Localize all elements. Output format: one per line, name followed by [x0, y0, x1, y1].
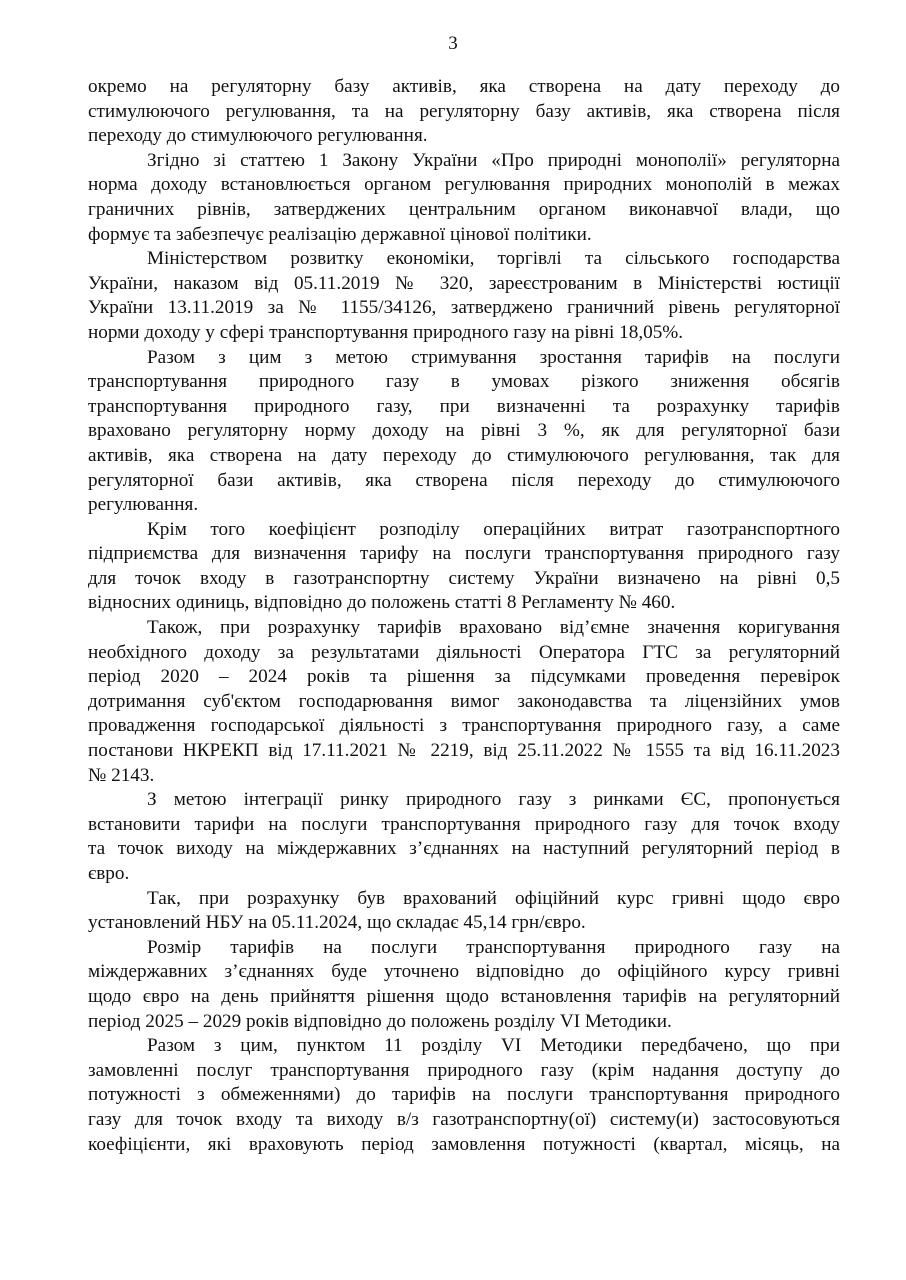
- text-line: регулювання.: [88, 494, 199, 516]
- text-line: постанови НКРЕКП від 17.11.2021 № 2219, від 25.11.2022 № 1555 та від 16.11.2023: [88, 740, 840, 762]
- text-line: переходу до стимулюючого регулювання.: [88, 125, 428, 147]
- text-line: України, наказом від 05.11.2019 № 320, зареєстрованим в Міністерстві юстиції: [88, 272, 840, 294]
- text-line: норми доходу у сфері транспортування природного газу на рівні 18,05%.: [88, 321, 684, 343]
- text-line: Так, при розрахунку був врахований офіційний курс гривні щодо євро: [147, 887, 840, 909]
- text-line: формує та забезпечує реалізацію державної цінової політики.: [88, 223, 592, 245]
- text-line: враховано регуляторну норму доходу на рівні 3 %, як для регуляторної бази: [88, 420, 840, 442]
- text-line: України 13.11.2019 за № 1155/34126, затверджено граничний рівень регуляторної: [88, 297, 840, 319]
- text-line: підприємства для визначення тарифу на послуги транспортування природного газу: [88, 543, 840, 565]
- text-line: євро.: [88, 863, 130, 884]
- text-line: Згідно зі статтею 1 Закону України «Про природні монополії» регуляторна: [147, 149, 840, 171]
- document-body: [88, 75, 840, 1157]
- text-line: Крім того коефіцієнт розподілу операційних витрат газотранспортного: [147, 518, 840, 540]
- paragraph: [88, 616, 840, 788]
- text-line: для точок входу в газотранспортну систему України визначено на рівні 0,5: [88, 567, 840, 589]
- text-line: міждержавних з’єднаннях буде уточнено відповідно до офіційного курсу гривні: [88, 961, 840, 983]
- text-line: З метою інтеграції ринку природного газу з ринками ЄС, пропонується: [147, 789, 840, 811]
- paragraph: [88, 346, 840, 518]
- paragraph: [88, 149, 840, 247]
- paragraph: [88, 788, 840, 886]
- text-line: Разом з цим з метою стримування зростання тарифів на послуги: [147, 346, 840, 368]
- text-line: період 2025 – 2029 років відповідно до положень розділу VI Методики.: [88, 1010, 672, 1032]
- paragraph: [88, 75, 840, 149]
- paragraph: [88, 887, 840, 936]
- text-line: потужності з обмеженнями) до тарифів на послуги транспортування природного: [88, 1084, 840, 1106]
- text-line: дотримання суб'єктом господарювання вимог законодавства та ліцензійних умов: [88, 690, 840, 712]
- text-line: та точок виходу на міждержавних з’єднаннях на наступний регуляторний період в: [88, 838, 840, 860]
- text-line: транспортування природного газу, при визначенні та розрахунку тарифів: [88, 395, 840, 417]
- text-line: замовленні послуг транспортування природного газу (крім надання доступу до: [88, 1059, 840, 1081]
- paragraph: [88, 1034, 840, 1157]
- text-line: провадження господарської діяльності з транспортування природного газу, а саме: [88, 715, 840, 737]
- text-line: окремо на регуляторну базу активів, яка створена на дату переходу до: [88, 76, 840, 97]
- text-line: період 2020 – 2024 років та рішення за підсумками проведення перевірок: [88, 666, 840, 688]
- text-line: необхідного доходу за результатами діяльності Оператора ГТС за регуляторний: [88, 641, 840, 663]
- page-number: 3: [448, 33, 458, 54]
- text-line: газу для точок входу та виходу в/з газотранспортну(ої) систему(и) застосовуються: [88, 1108, 840, 1130]
- paragraph: [88, 936, 840, 1034]
- text-line: стимулюючого регулювання, та на регуляторну базу активів, яка створена після: [88, 100, 840, 122]
- text-line: відносних одиниць, відповідно до положень статті 8 Регламенту № 460.: [88, 592, 676, 614]
- text-line: граничних рівнів, затверджених центральним органом виконавчої влади, що: [88, 198, 840, 220]
- text-line: Також, при розрахунку тарифів враховано від’ємне значення коригування: [147, 617, 840, 639]
- text-line: норма доходу встановлюється органом регулювання природних монополій в межах: [88, 174, 840, 196]
- paragraph: [88, 518, 840, 616]
- text-line: регуляторної бази активів, яка створена після переходу до стимулюючого: [88, 469, 840, 491]
- paragraph: [88, 247, 840, 345]
- text-line: активів, яка створена на дату переходу до стимулюючого регулювання, так для: [88, 444, 840, 466]
- text-line: № 2143.: [88, 764, 155, 786]
- text-line: Разом з цим, пунктом 11 розділу VI Методики передбачено, що при: [147, 1035, 840, 1057]
- text-line: щодо євро на день прийняття рішення щодо встановлення тарифів на регуляторний: [88, 985, 840, 1007]
- text-line: установлений НБУ на 05.11.2024, що складає 45,14 грн/євро.: [88, 912, 586, 934]
- text-line: Розмір тарифів на послуги транспортування природного газу на: [147, 936, 840, 958]
- text-line: встановити тарифи на послуги транспортування природного газу для точок входу: [88, 813, 840, 835]
- text-line: Міністерством розвитку економіки, торгівлі та сільського господарства: [147, 248, 840, 270]
- text-line: коефіцієнти, які враховують період замовлення потужності (квартал, місяць, на: [88, 1133, 840, 1155]
- text-line: транспортування природного газу в умовах різкого зниження обсягів: [88, 371, 840, 393]
